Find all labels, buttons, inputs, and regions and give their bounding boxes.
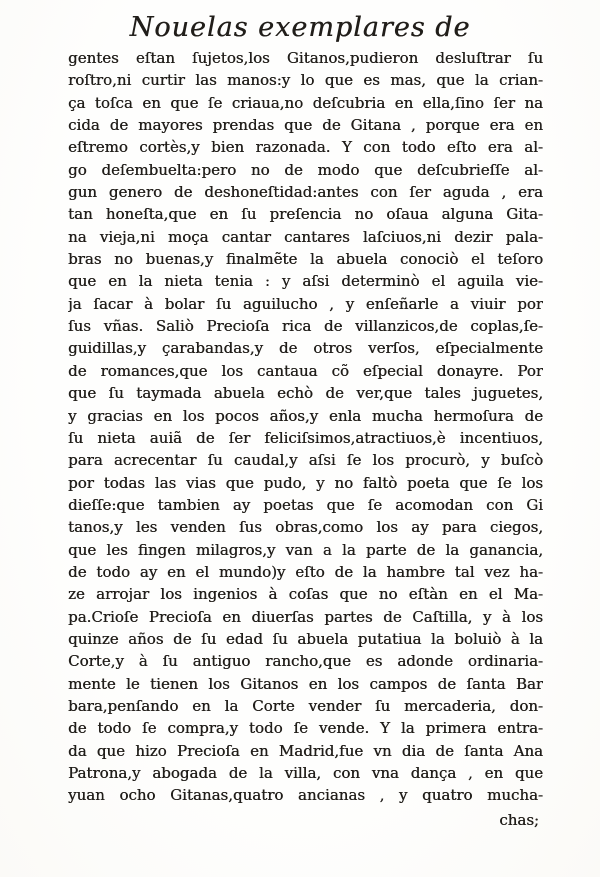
text-line: da que hizo Precioſa en Madrid,fue vn dia de ſanta Ana <box>68 741 543 760</box>
text-line: mente le tienen los Gitanos en los campos de ſanta Bar <box>68 674 543 693</box>
text-line: que les fingen milagros,y van a la parte de la ganancia, <box>68 540 543 559</box>
text-line: tan honeſta,que en ſu preſencia no oſaua alguna Gita- <box>68 205 543 224</box>
text-line: por todas las vias que pudo, y no faltò poeta que ſe los <box>68 473 543 492</box>
body-text-block <box>68 47 543 807</box>
catchword: chas; <box>499 810 539 829</box>
text-line: pa.Crioſe Precioſa en diuerſas partes de Caſtilla, y à los <box>68 607 543 626</box>
text-line: gun genero de deshoneſtidad:antes con ſer aguda , era <box>68 183 543 202</box>
running-head: Nouelas exemplares de <box>129 12 471 43</box>
text-line: guidillas,y çarabandas,y de otros verſos, eſpecialmente <box>68 339 543 358</box>
text-line: Corte,y à ſu antiguo rancho,que es adonde ordinaria- <box>68 652 543 671</box>
text-line: ſus vñas. Saliò Precioſa rica de villanzicos,de coplas,ſe- <box>68 317 543 336</box>
text-line: dieſſe:que tambien ay poetas que ſe acomodan con Gi <box>68 495 543 514</box>
text-line: y gracias en los pocos años,y enla mucha hermoſura de <box>68 406 543 425</box>
text-line: na vieja,ni moça cantar cantares laſciuos,ni dezir pala- <box>68 227 543 246</box>
text-line: yuan ocho Gitanas,quatro ancianas , y quatro mucha- <box>68 786 543 805</box>
text-line: roſtro,ni curtir las manos:y lo que es mas, que la crian- <box>68 71 543 90</box>
text-line: eſtremo cortès,y bien razonada. Y con todo eſto era al- <box>68 138 543 157</box>
text-line: ze arrojar los ingenios à coſas que no eſtàn en el Ma- <box>68 585 543 604</box>
text-line: de romances,que los cantaua cõ eſpecial donayre. Por <box>68 361 543 380</box>
text-line: ſu nieta auiã de ſer feliciſsimos,atractiuos,è incentiuos, <box>68 428 543 447</box>
text-line: de todo ſe compra,y todo ſe vende. Y la primera entra- <box>68 719 543 738</box>
text-line: go deſembuelta:pero no de modo que deſcubrieſſe al- <box>68 160 543 179</box>
text-line: para acrecentar ſu caudal,y aſsi ſe los procurò, y buſcò <box>68 451 543 470</box>
text-line: quinze años de ſu edad ſu abuela putatiua la boluiò à la <box>68 629 543 648</box>
text-line: que ſu taymada abuela echò de ver,que tales juguetes, <box>68 384 543 403</box>
text-line: bara,penſando en la Corte vender ſu mercaderia, don- <box>68 696 543 715</box>
text-line: ça toſca en que ſe criaua,no deſcubria en ella,ſino ſer na <box>68 93 543 112</box>
text-line: tanos,y les venden ſus obras,como los ay para ciegos, <box>68 518 543 537</box>
text-line: Patrona,y abogada de la villa, con vna dança , en que <box>68 764 543 782</box>
text-line: gentes eſtan ſujetos,los Gitanos,pudieron desluſtrar ſu <box>68 49 543 67</box>
text-line: de todo ay en el mundo)y eſto de la hambre tal vez ha- <box>68 562 543 581</box>
text-line: que en la nieta tenia : y aſsi determinò el aguila vie- <box>68 272 543 291</box>
text-line: cida de mayores prendas que de Gitana , porque era en <box>68 116 543 135</box>
text-line: ja ſacar à bolar ſu aguilucho , y enſeñarle a viuir por <box>68 294 543 313</box>
text-line: bras no buenas,y finalmẽte la abuela conociò el teſoro <box>68 250 543 269</box>
